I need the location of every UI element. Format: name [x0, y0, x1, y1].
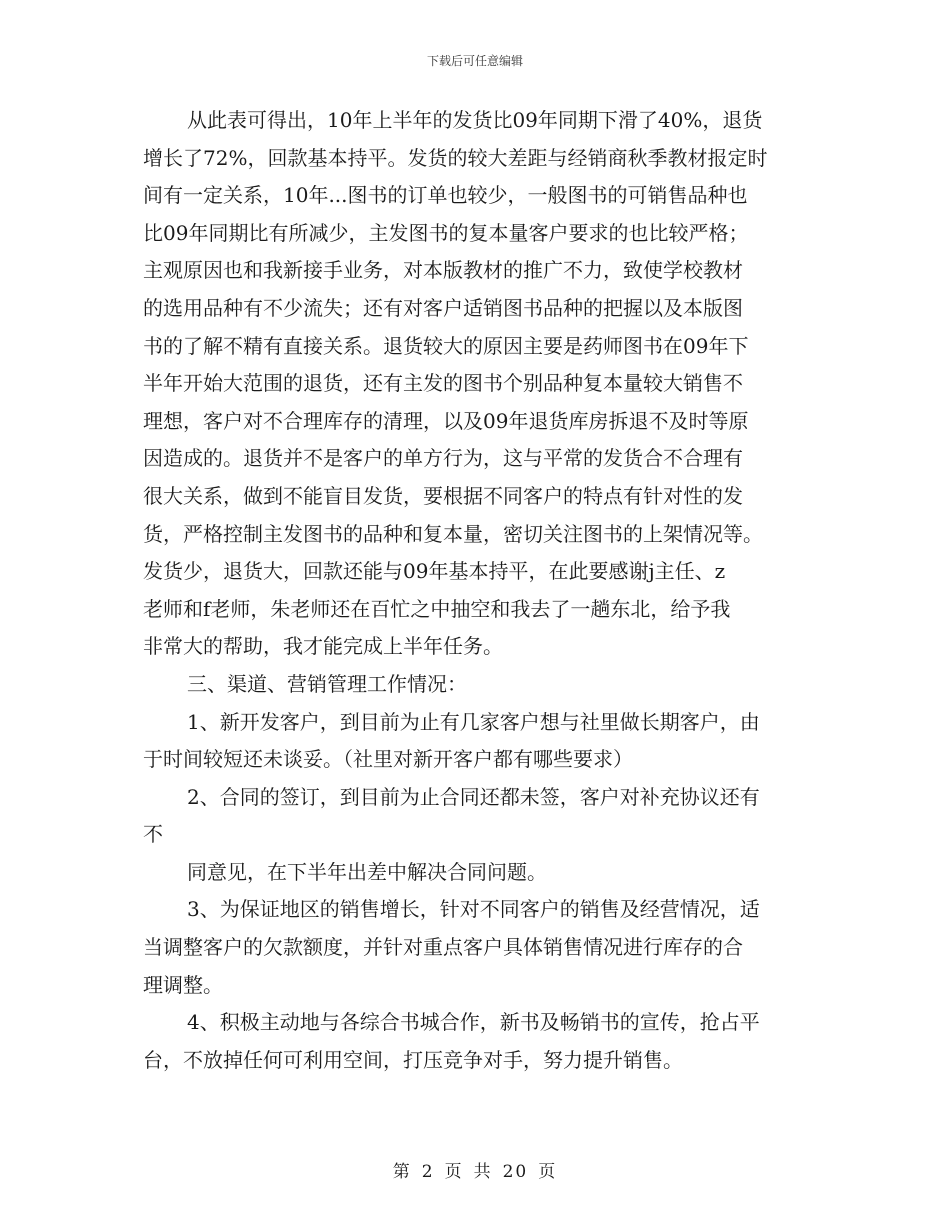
text-line: 非常大的帮助，我才能完成上半年任务。 [143, 636, 503, 659]
footer-prefix: 第 [392, 1162, 412, 1182]
text-line: 4、积极主动地与各综合书城合作，新书及畅销书的宣传，抢占平 [187, 1012, 760, 1035]
text-line: 的选用品种有不少流失；还有对客户适销图书品种的把握以及本版图 [143, 297, 743, 320]
page-header: 下载后可任意编辑 [426, 54, 523, 68]
footer-total-pages: 20 [502, 1162, 529, 1182]
text-line: 同意见，在下半年出差中解决合同问题。 [187, 861, 547, 884]
text-line: 2、合同的签订，到目前为止合同还都未签，客户对补充协议还有 [187, 786, 760, 809]
text-line: 于时间较短还未谈妥。（社里对新开客户都有哪些要求） [143, 749, 633, 772]
document-body [143, 110, 811, 1087]
text-line: 当调整客户的欠款额度，并针对重点客户具体销售情况进行库存的合 [143, 937, 743, 960]
text-line: 增长了72%，回款基本持平。发货的较大差距与经销商秋季教材报定时 [143, 147, 768, 170]
footer-total-word: 共 [473, 1162, 493, 1182]
text-line: 老师和f老师，朱老师还在百忙之中抽空和我去了一趟东北，给予我 [143, 598, 731, 621]
text-line: 理想，客户对不合理库存的清理，以及09年退货库房拆退不及时等原 [143, 410, 749, 433]
footer-page-number: 2 [421, 1162, 435, 1182]
text-line: 因造成的。退货并不是客户的单方行为，这与平常的发货合不合理有 [143, 448, 743, 471]
text-line: 发货少，退货大，回款还能与09年基本持平，在此要感谢j主任、z [143, 561, 726, 584]
text-line: 很大关系，做到不能盲目发货，要根据不同客户的特点有针对性的发 [143, 485, 743, 508]
page-footer [0, 1157, 950, 1182]
section-heading: 三、渠道、营销管理工作情况： [187, 673, 467, 696]
footer-suffix: 页 [538, 1162, 558, 1182]
footer-page-word: 页 [444, 1162, 464, 1182]
text-line: 书的了解不精有直接关系。退货较大的原因主要是药师图书在09年下 [143, 335, 749, 358]
text-line: 间有一定关系，10年...图书的订单也较少，一般图书的可销售品种也 [143, 185, 748, 208]
text-line: 3、为保证地区的销售增长，针对不同客户的销售及经营情况，适 [187, 899, 760, 922]
text-line: 理调整。 [143, 974, 223, 997]
text-line: 台，不放掉任何可利用空间，打压竞争对手，努力提升销售。 [143, 1049, 683, 1072]
text-line: 1、新开发客户，到目前为止有几家客户想与社里做长期客户，由 [187, 711, 760, 734]
text-line: 从此表可得出，10年上半年的发货比09年同期下滑了40%，退货 [187, 110, 763, 132]
text-line: 比09年同期比有所减少，主发图书的复本量客户要求的也比较严格； [143, 222, 749, 245]
text-line: 半年开始大范围的退货，还有主发的图书个别品种复本量较大销售不 [143, 373, 743, 396]
text-line: 货，严格控制主发图书的品种和复本量，密切关注图书的上架情况等。 [143, 523, 763, 546]
text-line: 主观原因也和我新接手业务，对本版教材的推广不力，致使学校教材 [143, 260, 743, 283]
text-line: 不 [143, 824, 163, 847]
